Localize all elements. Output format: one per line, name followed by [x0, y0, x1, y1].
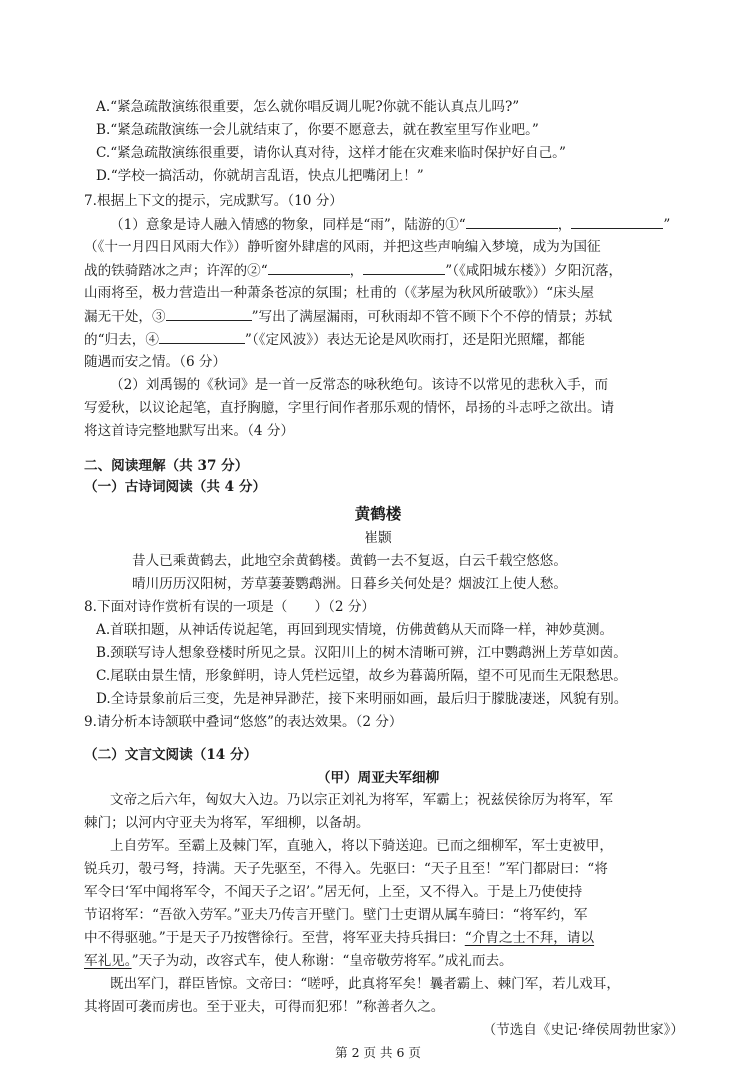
classical-source: （节选自《史记·绛侯周勃世家》） [482, 1022, 684, 1038]
q6-option-b: B.“紧急疏散演练一会儿就结束了，你要不愿意去，就在教室里写作业吧。” [96, 122, 539, 138]
q7-p1-line1 [110, 213, 670, 236]
q7-p1-line4: 山雨将至，极力营造出一种萧条苍凉的氛围；杜甫的（《茅屋为秋风所破歌》）“床头屋 [84, 285, 594, 301]
q7-p1-line3 [84, 259, 622, 282]
q8-option-b: B.颈联写诗人想象登楼时所见之景。汉阳川上的树木清晰可辨，江中鹦鹉洲上芳草如茵。 [96, 645, 627, 661]
section2-sub1-heading: （一）古诗词阅读（共 4 分） [84, 479, 267, 495]
q7-p1-l3-end: ”（《咸阳城东楼》）夕阳沉落， [445, 263, 623, 279]
poem-line-1: 昔人已乘黄鹤去，此地空余黄鹤楼。黄鹤一去不复返，白云千载空悠悠。 [132, 553, 567, 569]
classical-line-7-text: 中不得驱驰。”于是天子乃按辔徐行。至营，将军亚夫持兵揖曰： [84, 930, 465, 946]
blank-3[interactable] [166, 305, 252, 321]
q7-p1-l3-text: 战的铁骑踏冰之声；许浑的②“ [84, 263, 268, 279]
classical-line-4: 锐兵刃，彀弓弩，持满。天子先驱至，不得入。先驱曰：“天子且至！”军门都尉曰：“将 [84, 861, 608, 877]
classical-line-8-text: ”天子为动，改容式车，使人称谢：“皇帝敬劳将军。”成礼而去。 [131, 953, 513, 969]
q9-stem: 9.请分析本诗颔联中叠词“悠悠”的表达效果。（2 分） [84, 714, 403, 730]
q7-p1-line5 [84, 305, 612, 328]
q7-p1-l1-end: ” [663, 217, 671, 233]
q7-p1-line2: （《十一月四日风雨大作》）静听窗外肆虐的风雨，并把这些声响编入梦境，成为为国征 [84, 239, 601, 255]
q8-option-d: D.全诗景象前后三变，先是神异渺茫，接下来明丽如画，最后归于朦胧凄迷，风貌有别。 [96, 691, 628, 707]
q7-p2-line1: （2）刘禹锡的《秋词》是一首一反常态的咏秋绝句。该诗不以常见的悲秋入手，而 [110, 377, 609, 393]
classical-title: （甲）周亚夫军细柳 [316, 770, 440, 786]
q7-p1-l5-end: ”写出了满屋漏雨，可秋雨却不管不顾下个不停的情景；苏轼 [251, 309, 612, 325]
classical-line-10: 其将固可袭而虏也。至于亚夫，可得而犯邪！”称善者久之。 [84, 999, 445, 1015]
q7-p2-line3: 将这首诗完整地默写出来。（4 分） [84, 423, 295, 439]
q6-option-d: D.“学校一搞活动，你就胡言乱语，快点儿把嘴闭上！” [96, 168, 424, 184]
q7-heading: 7.根据上下文的提示，完成默写。（10 分） [84, 193, 343, 209]
classical-line-3: 上自劳军。至霸上及棘门军，直驰入，将以下骑送迎。已而之细柳军，军士吏被甲， [110, 838, 613, 854]
blank-4[interactable] [159, 328, 245, 344]
blank-1a[interactable] [466, 213, 558, 229]
q7-p1-l5-text: 漏无干处，③ [84, 309, 166, 325]
q7-p1-l6-text: 的“归去，④ [84, 332, 159, 348]
q7-p1-l6-end: ”（《定风波》）表达无论是风吹雨打，还是阳光照耀，都能 [244, 332, 585, 348]
underlined-sentence-part-2: 军礼见。 [84, 953, 132, 969]
classical-line-7 [84, 927, 594, 949]
classical-line-2: 棘门；以河内守亚夫为将军，军细柳，以备胡。 [84, 815, 370, 831]
q7-p1-l3-sep: ， [349, 263, 364, 279]
classical-line-9: 既出军门，群臣皆惊。文帝曰：“嗟呼，此真将军矣！曩者霸上、棘门军，若儿戏耳， [110, 976, 620, 992]
q7-p2-line2: 写爱秋，以议论起笔，直抒胸臆，字里行间作者那乐观的情怀，昂扬的斗志呼之欲出。请 [84, 400, 615, 416]
page-footer: 第 2 页 共 6 页 [335, 1045, 421, 1060]
classical-line-8 [84, 950, 513, 972]
q7-p1-l1-sep: ， [557, 217, 572, 233]
classical-line-6: 节诏将军：“吾欲入劳军。”亚夫乃传言开壁门。壁门士吏谓从属车骑曰：“将军约，军 [84, 907, 588, 923]
blank-1b[interactable] [571, 213, 663, 229]
classical-heading: （二）文言文阅读（14 分） [84, 747, 258, 763]
classical-line-5: 军令曰‘军中闻将军令，不闻天子之诏’。”居无何，上至，又不得入。于是上乃使使持 [84, 884, 583, 900]
q7-p1-line7: 随遇而安之情。（6 分） [84, 354, 227, 370]
q8-option-c: C.尾联由景生情，形象鲜明，诗人凭栏远望，故乡为暮蔼所隔，望不可见而生无限愁思。 [96, 668, 627, 684]
q8-option-a: A.首联扣题，从神话传说起笔，再回到现实情境，仿佛黄鹤从天而降一样，神妙莫测。 [96, 622, 614, 638]
poem-line-2: 晴川历历汉阳树，芳草萋萋鹦鹉洲。日暮乡关何处是？烟波江上使人愁。 [132, 576, 567, 592]
q8-stem: 8.下面对诗作赏析有误的一项是（ ）（2 分） [84, 599, 376, 615]
poem-author: 崔颢 [364, 530, 392, 546]
poem-title: 黄鹤楼 [354, 504, 402, 523]
blank-2a[interactable] [268, 259, 350, 275]
classical-line-1: 文帝之后六年，匈奴大入边。乃以宗正刘礼为将军，军霸上；祝兹侯徐厉为将军，军 [110, 792, 613, 808]
section2-heading: 二、阅读理解（共 37 分） [84, 458, 249, 474]
q7-p1-l1-text: （1）意象是诗人融入情感的物象，同样是“雨”，陆游的①“ [110, 217, 466, 233]
q6-option-c: C.“紧急疏散演练很重要，请你认真对待，这样才能在灾难来临时保护好自己。” [96, 145, 566, 161]
q6-option-a: A.“紧急疏散演练很重要，怎么就你唱反调儿呢?你就不能认真点儿吗?” [96, 99, 520, 115]
blank-2b[interactable] [363, 259, 445, 275]
q7-p1-line6 [84, 328, 585, 351]
underlined-sentence-part-1: “介胄之士不拜，请以 [464, 930, 595, 946]
